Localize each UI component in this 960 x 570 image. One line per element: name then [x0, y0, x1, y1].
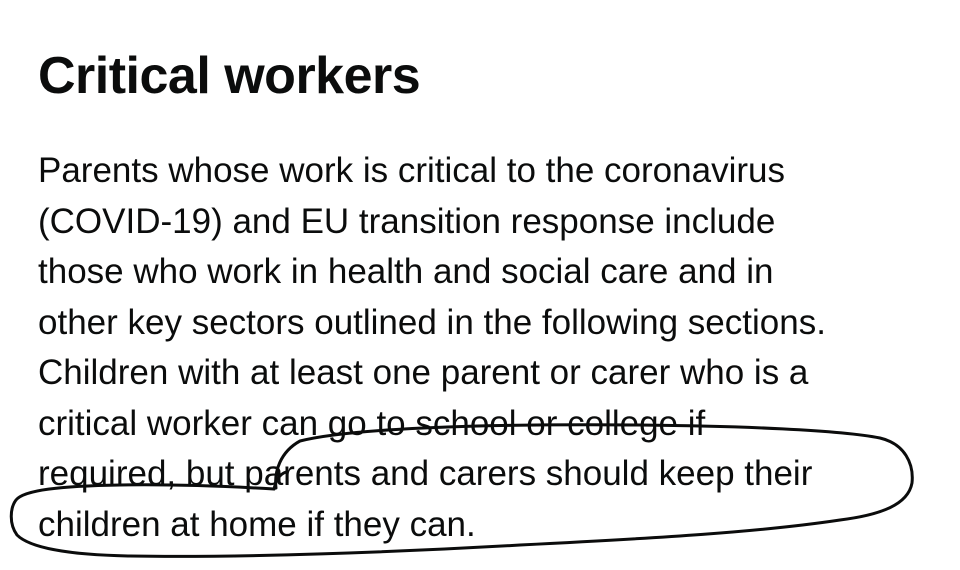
paragraph-line: children at home if they can. — [38, 504, 476, 544]
paragraph-line: critical worker can go to school or college if — [38, 403, 706, 443]
paragraph-line: other key sectors outlined in the following sections. — [38, 302, 826, 342]
paragraph-line: (COVID-19) and EU transition response include — [38, 201, 776, 241]
paragraph-line: required, but parents and carers should keep their — [38, 454, 813, 493]
body-paragraph — [38, 146, 938, 550]
page-title: Critical workers — [38, 47, 421, 105]
paragraph-line: those who work in health and social care and in — [38, 252, 774, 291]
paragraph-line: Parents whose work is critical to the coronavirus — [38, 151, 785, 190]
paragraph-line: Children with at least one parent or carer who is a — [38, 353, 809, 392]
